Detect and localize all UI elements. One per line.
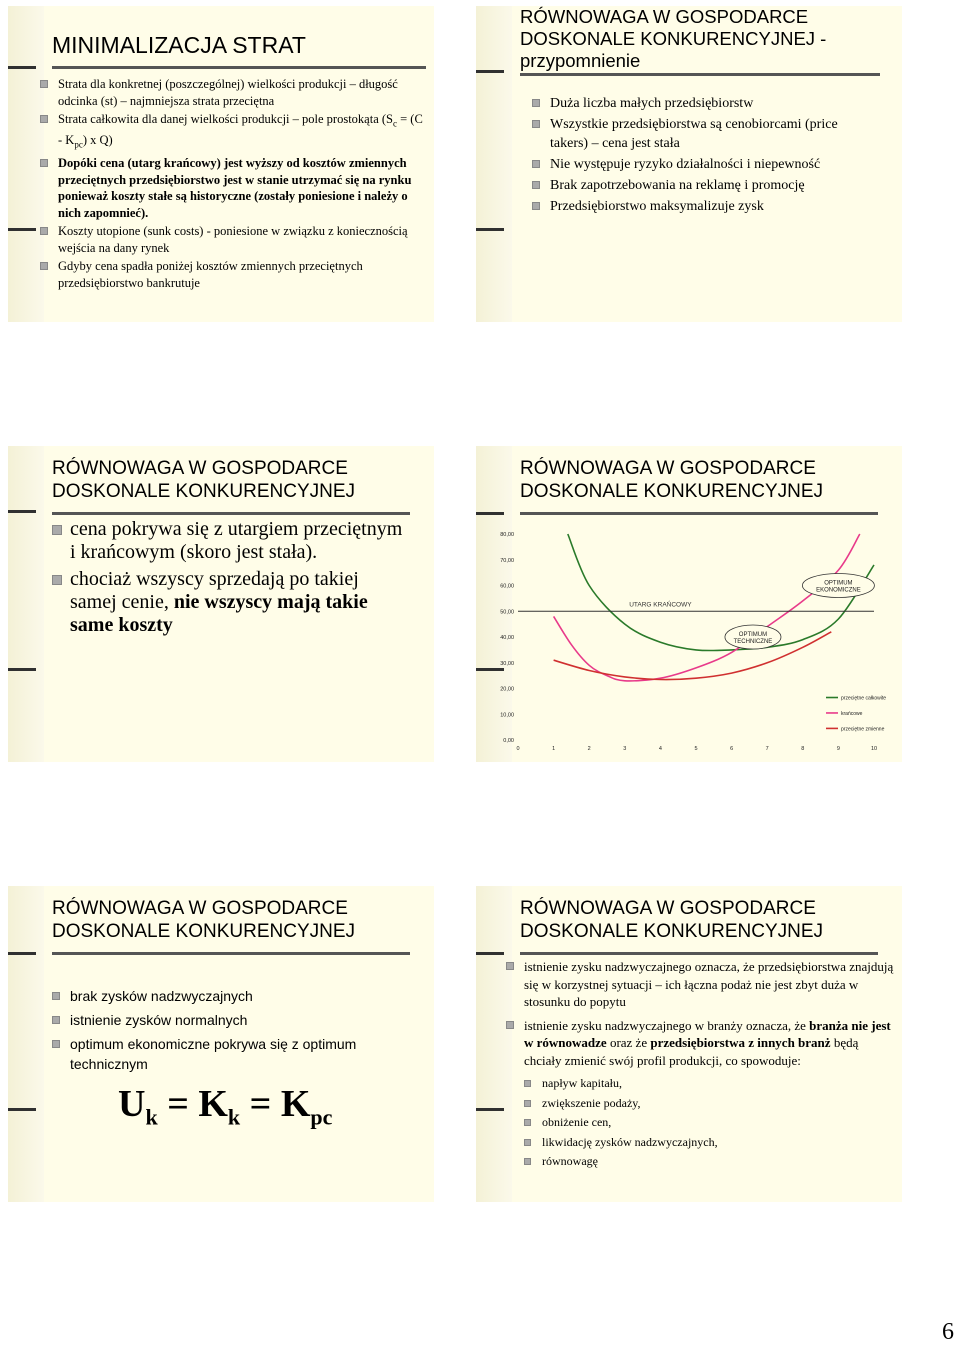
x-tick-label: 10 (870, 746, 878, 752)
bullet-item: istnienie zysku nadzwyczajnego w branży oznacza, że branża nie jest w równowadze oraz że przedsiębiorstwa z innych branż będą chciały zmienić swój profil produkcji, co spowoduje: napływ kapitału, zwiększenie podaży, obniżenie cen, likwidację zysków nadzwyczajnych, równowagę (506, 1017, 898, 1172)
bullet-item: Strata dla konkretnej (poszczególnej) wielkości produkcji – długość odcinka (st) – najmniejsza strata przeciętna (40, 76, 428, 109)
y-tick-label: 10,00 (500, 712, 514, 719)
y-tick-label: 60,00 (500, 583, 514, 590)
title-underline (520, 952, 878, 955)
slide-rownowaga-koszty (8, 446, 434, 762)
slide-title: RÓWNOWAGA W GOSPODARCE DOSKONALE KONKURENCYJNEJ (52, 458, 356, 502)
slide-title: RÓWNOWAGA W GOSPODARCE DOSKONALE KONKURENCYJNEJ (520, 898, 824, 942)
bullet-item: Koszty utopione (sunk costs) - poniesione w związku z koniecznością wejścia na dany rynek (40, 223, 428, 256)
bullet-item: Gdyby cena spadła poniżej kosztów zmiennych przeciętnych przedsiębiorstwo bankrutuje (40, 258, 428, 291)
slide-rownowaga-zysk (476, 886, 902, 1202)
x-tick-label: 0 (516, 746, 520, 752)
bullet-item: Wszystkie przedsiębiorstwa są cenobiorcami (price takers) – cena jest stała (532, 115, 872, 153)
series-line-2 (554, 632, 832, 680)
slide-minimalizacja-strat (8, 6, 434, 322)
bullet-item: istnienie zysku nadzwyczajnego oznacza, że przedsiębiorstwa znajdują się w korzystnej sytuacji – ich łączna podaż nie jest zbyt duża w stosunku do popytu (506, 958, 898, 1011)
annotation-utarg-krancowy: UTARG KRAŃCOWY (629, 601, 692, 609)
y-tick-label: 80,00 (500, 532, 514, 538)
x-tick-label: 8 (801, 746, 805, 752)
legend-label: krańcowe (841, 710, 863, 717)
bullet-item: cena pokrywa się z utargiem przeciętnym i krańcowym (skoro jest stała). (52, 518, 404, 564)
slide-rownowaga-przypomnienie (476, 6, 902, 322)
y-tick-label: 30,00 (500, 660, 514, 667)
bullet-list (52, 518, 404, 637)
bullet-list (532, 94, 872, 216)
y-tick-label: 70,00 (500, 557, 514, 564)
annotation-optimum-ekonomiczne-line2: EKONOMICZNE (816, 587, 861, 594)
slide-title: RÓWNOWAGA W GOSPODARCE DOSKONALE KONKURENCYJNEJ (52, 898, 356, 942)
sub-bullet-item: obniżenie cen, (524, 1113, 898, 1133)
page-number: 6 (942, 1319, 954, 1345)
y-tick-label: 20,00 (500, 686, 514, 693)
slide-title: MINIMALIZACJA STRAT (52, 32, 306, 58)
bullet-item: Brak zapotrzebowania na reklamę i promocję (532, 176, 872, 195)
x-tick-label: 6 (730, 746, 734, 752)
title-underline (520, 73, 880, 76)
x-tick-label: 4 (658, 746, 662, 752)
sub-bullet-item: likwidację zysków nadzwyczajnych, (524, 1133, 898, 1153)
legend-label: przeciętne zmienne (841, 726, 885, 733)
title-underline (52, 66, 426, 69)
title-underline (52, 512, 410, 515)
slide-title: RÓWNOWAGA W GOSPODARCE DOSKONALE KONKURENCYJNEJ - przypomnienie (520, 6, 827, 72)
slide-rownowaga-optimum (8, 886, 434, 1202)
sub-bullet-item: równowagę (524, 1152, 898, 1172)
bullet-list (40, 76, 428, 291)
y-tick-label: 50,00 (500, 609, 514, 616)
bullet-item: optimum ekonomiczne pokrywa się z optimum technicznym (52, 1034, 404, 1074)
slide-sidebar (476, 6, 512, 322)
bullet-item: Nie występuje ryzyko działalności i niepewność (532, 155, 872, 174)
bullet-item: chociaż wszyscy sprzedają po takiej samej cenie, nie wszyscy mają takie same koszty (52, 568, 404, 637)
title-underline (520, 512, 878, 515)
bullet-item: Duża liczba małych przedsiębiorstw (532, 94, 872, 113)
annotation-optimum-ekonomiczne-line1: OPTIMUM (824, 580, 853, 587)
bullet-item: Przedsiębiorstwo maksymalizuje zysk (532, 197, 872, 216)
title-underline (52, 952, 410, 955)
bullet-item: istnienie zysków normalnych (52, 1010, 404, 1030)
legend-label: przeciętne całkowite (841, 695, 887, 702)
x-tick-label: 9 (836, 746, 840, 752)
slide-sidebar (8, 446, 44, 762)
x-tick-label: 5 (694, 746, 698, 752)
slide-title: RÓWNOWAGA W GOSPODARCE DOSKONALE KONKURENCYJNEJ (520, 458, 824, 502)
bullet-item: Strata całkowita dla danej wielkości produkcji – pole prostokąta ($S_c = (C - K_{pc})$ x Q) (40, 111, 428, 153)
slide-sidebar (8, 6, 44, 322)
sub-bullet-item: napływ kapitału, (524, 1074, 898, 1094)
x-tick-label: 7 (765, 746, 769, 752)
y-tick-label: 40,00 (500, 635, 514, 641)
bullet-list (52, 986, 404, 1074)
slide-sidebar (8, 886, 44, 1202)
slide-rownowaga-wykres (476, 446, 902, 762)
sub-bullet-list (524, 1074, 898, 1172)
sub-bullet-item: zwiększenie podaży, (524, 1094, 898, 1114)
equilibrium-formula: $U_k = K_k = K_{pc}$ (118, 1083, 333, 1130)
annotation-optimum-techniczne-line2: TECHNICZNE (733, 639, 773, 645)
bullet-item: Dopóki cena (utarg krańcowy) jest wyższy od kosztów zmiennych przeciętnych przedsiębiorstwo jest w stanie utrzymać się na rynku ponieważ koszty stałe są historyczne (zostały poniesione i należy o nich zapomnieć). (40, 155, 428, 221)
bullet-list (506, 958, 898, 1172)
x-tick-label: 2 (587, 746, 591, 752)
x-tick-label: 1 (552, 746, 556, 752)
y-tick-label: 0,00 (503, 738, 514, 744)
annotation-optimum-techniczne-line1: OPTIMUM (738, 632, 768, 638)
bullet-item: brak zysków nadzwyczajnych (52, 986, 404, 1006)
series-line-1 (554, 534, 860, 681)
x-tick-label: 3 (623, 746, 627, 752)
cost-curves-chart (476, 518, 902, 762)
